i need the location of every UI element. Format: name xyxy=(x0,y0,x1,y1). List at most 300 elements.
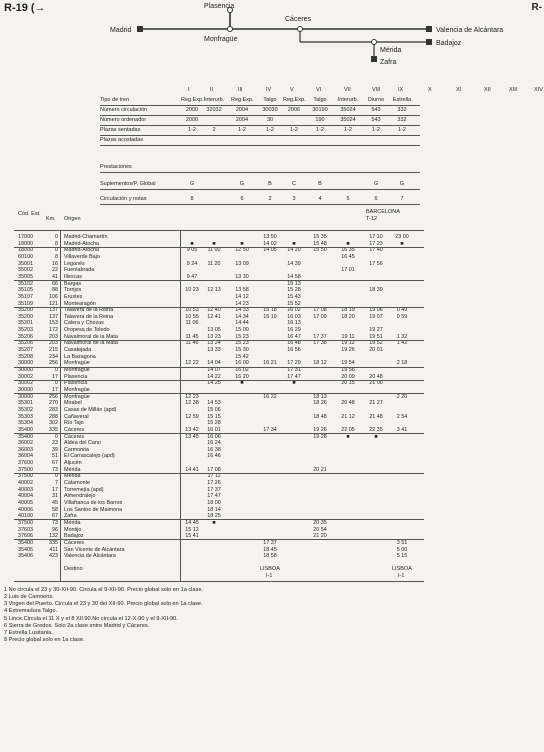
station-code: 35001 xyxy=(18,260,33,267)
meta-cell: 5 xyxy=(346,196,350,202)
station-code: 40005 xyxy=(18,500,33,506)
column-header: IX xyxy=(398,87,404,93)
time-cell: 14 04 xyxy=(207,360,221,367)
station-name: Navalmoral de la Mata xyxy=(64,333,118,340)
time-cell: 16 45 xyxy=(341,253,355,260)
time-cell: 13 33 xyxy=(207,347,221,354)
km-value: 67 xyxy=(52,513,58,520)
km-value: 7 xyxy=(55,480,58,487)
time-cell: 12 38 xyxy=(185,400,199,407)
meta-cell: 543 xyxy=(371,117,381,123)
column-header: VI xyxy=(316,87,322,93)
meta-cell: 6 xyxy=(374,196,378,202)
table-row xyxy=(0,500,544,507)
time-cell: 14 12 xyxy=(235,293,249,300)
station-code: 35400 xyxy=(18,433,33,440)
footnote: 8 Precio global solo en 1a clase. xyxy=(4,637,85,644)
destination-sub: I-1 xyxy=(266,572,273,579)
time-cell: 12 13 xyxy=(207,287,221,294)
km-value: 203 xyxy=(49,340,58,347)
time-cell: 19 27 xyxy=(369,327,383,334)
km-value: 0 xyxy=(55,380,58,387)
station-code: 17000 xyxy=(18,234,33,240)
station-name: San Vicente de Alcántara xyxy=(64,546,125,553)
time-cell: 11 00 xyxy=(207,247,221,254)
time-cell: ■ xyxy=(240,240,244,247)
time-cell: 15 28 xyxy=(207,420,221,427)
meta-label: Suplementos/P. Global xyxy=(100,181,156,187)
table-row xyxy=(0,340,544,347)
time-cell: 2 20 xyxy=(396,393,408,400)
station-name: Erustes xyxy=(64,293,83,300)
meta-cell: Interurb. xyxy=(337,97,359,103)
meta-label: Circulación y notas xyxy=(100,196,147,202)
time-cell: 17 40 xyxy=(369,247,383,254)
column-header: VIII xyxy=(372,87,381,93)
time-cell: 17 08 xyxy=(207,466,221,473)
km-value: 39 xyxy=(52,446,58,453)
time-cell: 16 29 xyxy=(287,327,301,334)
station-name: Fuenlabrada xyxy=(64,267,95,274)
column-header: XI xyxy=(456,87,462,93)
time-cell: ■ xyxy=(346,433,350,440)
meta-label: Prestaciones xyxy=(100,164,132,170)
meta-cell: 2004 xyxy=(235,107,249,113)
station-name: Illescas xyxy=(64,273,82,280)
station-code: 35207 xyxy=(18,347,33,354)
table-row xyxy=(0,547,544,554)
km-value: 0 xyxy=(55,234,58,240)
time-cell: 13 23 xyxy=(207,333,221,340)
km-value: 137 xyxy=(49,307,58,314)
meta-label: Plazas acostadas xyxy=(100,137,144,143)
time-cell: 18 00 xyxy=(207,500,221,506)
station-code: 40004 xyxy=(18,493,33,500)
time-cell: 18 14 xyxy=(207,506,221,513)
time-cell: 13 58 xyxy=(235,287,249,294)
km-value: 96 xyxy=(52,526,58,533)
time-cell: 16 20 xyxy=(235,373,249,380)
time-cell: 16 02 xyxy=(287,307,301,314)
time-cell: 17 29 xyxy=(287,360,301,367)
station-code: 35107 xyxy=(18,293,33,300)
meta-cell: 4 xyxy=(318,196,322,202)
time-cell: 15 28 xyxy=(287,287,301,294)
time-cell: 12 23 xyxy=(185,393,199,400)
station-code: 18000 xyxy=(18,240,33,247)
time-cell: 12 22 xyxy=(185,360,199,367)
table-row xyxy=(0,434,544,441)
time-cell: 15 12 xyxy=(185,526,199,533)
table-row xyxy=(0,460,544,467)
table-row xyxy=(0,473,544,480)
time-cell: 16 35 xyxy=(341,247,355,254)
station-name: Mirabel xyxy=(64,400,82,407)
time-cell: 18 39 xyxy=(369,287,383,294)
time-cell: 11 46 xyxy=(185,340,199,347)
km-value: 16 xyxy=(52,260,58,267)
meta-cell: Interurb. xyxy=(203,97,225,103)
footnote: 2 Luis de Camoens. xyxy=(4,594,54,601)
next-page-title: R- xyxy=(531,2,542,13)
km-value: 73 xyxy=(52,519,58,526)
station-name: Talavera de la Reina xyxy=(64,313,114,320)
km-value: 17 xyxy=(52,386,58,393)
station-code: 35201 xyxy=(18,320,33,327)
table-row xyxy=(0,307,544,314)
time-cell: 17 10 xyxy=(369,234,383,240)
km-value: 234 xyxy=(49,353,58,360)
time-cell: 11 20 xyxy=(207,260,221,267)
time-cell: 12 40 xyxy=(207,307,221,314)
meta-cell: 332 xyxy=(397,117,407,123)
table-row xyxy=(0,327,544,334)
time-cell: 16 01 xyxy=(207,426,221,433)
km-value: 215 xyxy=(49,347,58,354)
time-cell: 19 26 xyxy=(313,426,327,433)
route-station: Zafra xyxy=(380,59,397,66)
station-code: 35303 xyxy=(18,413,33,420)
meta-cell: Reg.Exp. xyxy=(181,97,204,103)
time-cell: 14 23 xyxy=(235,300,249,307)
km-value: 121 xyxy=(49,300,58,307)
station-name: Madrid-Atocha xyxy=(64,240,100,247)
time-cell: 18 48 xyxy=(313,413,327,420)
table-row xyxy=(0,254,544,261)
meta-cell: B xyxy=(268,181,272,187)
time-cell: 15 13 xyxy=(287,280,301,287)
km-value: 411 xyxy=(49,546,58,553)
station-code: 30002 xyxy=(18,380,33,387)
time-cell: 18 12 xyxy=(313,360,327,367)
time-cell: 20 48 xyxy=(341,400,355,407)
time-cell: 13 24 xyxy=(207,340,221,347)
time-cell: 13 42 xyxy=(185,426,199,433)
station-code: 60100 xyxy=(18,253,33,260)
km-value: 22 xyxy=(52,267,58,274)
station-code: 30000 xyxy=(18,360,33,367)
station-name: Mérida xyxy=(64,473,81,480)
station-name: Río Tajo xyxy=(64,420,84,427)
station-name: Monfragüe xyxy=(64,360,90,367)
km-value: 288 xyxy=(49,413,58,420)
station-name: Casas de Millán (apd) xyxy=(64,406,117,413)
time-cell: 16 21 xyxy=(263,360,277,367)
meta-cell: 1-2 xyxy=(344,127,352,133)
station-name: Plasencia xyxy=(64,380,88,387)
table-row xyxy=(0,234,544,241)
meta-cell: 1-2 xyxy=(316,127,324,133)
table-row xyxy=(0,281,544,288)
km-value: 270 xyxy=(49,400,58,407)
station-code: 35302 xyxy=(18,406,33,413)
station-code: 35301 xyxy=(18,400,33,407)
time-cell: 17 23 xyxy=(369,240,383,247)
meta-cell: 1-2 xyxy=(238,127,246,133)
km-value: 8 xyxy=(55,240,58,247)
table-row xyxy=(0,520,544,527)
madrid-node xyxy=(137,26,143,32)
route-station: Badajoz xyxy=(436,40,462,47)
station-code: 40002 xyxy=(18,480,33,487)
time-cell: 15 35 xyxy=(313,234,327,240)
station-code: 35005 xyxy=(18,273,33,280)
station-name: Montijo xyxy=(64,526,82,533)
table-row xyxy=(0,400,544,407)
meta-cell: 1-2 xyxy=(372,127,380,133)
meta-cell: B xyxy=(318,181,322,187)
col-label-code: Cód. Est. xyxy=(18,211,41,217)
meta-cell: G xyxy=(189,181,195,187)
time-cell: 9 47 xyxy=(186,273,198,280)
km-value: 302 xyxy=(49,420,58,427)
time-cell: 16 06 xyxy=(207,433,221,440)
km-value: 58 xyxy=(52,506,58,513)
km-value: 66 xyxy=(52,280,58,287)
route-station: Monfragüe xyxy=(204,36,238,43)
col-label-origin: Origen xyxy=(64,216,81,222)
column-header: V xyxy=(290,87,294,93)
km-value: 423 xyxy=(49,553,58,560)
meta-cell: Reg.Exp. xyxy=(231,97,254,103)
meta-label: Tipo de tren xyxy=(100,97,130,103)
meta-cell: 1-2 xyxy=(266,127,274,133)
station-code: 40003 xyxy=(18,486,33,493)
station-name: Talavera de la Reina xyxy=(64,307,114,314)
time-cell: ■ xyxy=(400,240,404,247)
time-cell: 13 09 xyxy=(235,260,249,267)
table-row xyxy=(0,347,544,354)
column-header: XIII xyxy=(509,87,518,93)
km-value: 41 xyxy=(52,273,58,280)
meta-cell: 332 xyxy=(397,107,407,113)
station-name: Madrid-Chamartín xyxy=(64,234,108,240)
station-name: Calera y Chozas xyxy=(64,320,104,327)
station-code: 35109 xyxy=(18,300,33,307)
meta-cell: 1-2 xyxy=(398,127,406,133)
time-cell: 16 38 xyxy=(207,446,221,453)
station-code: 35406 xyxy=(18,553,33,560)
time-cell: 19 28 xyxy=(313,433,327,440)
time-cell: 15 42 xyxy=(235,353,249,360)
station-name: Aljucén xyxy=(64,460,82,467)
table-row xyxy=(0,394,544,401)
time-cell: 1 42 xyxy=(396,340,408,347)
table-row xyxy=(0,267,544,274)
meta-label: Plazas sentadas xyxy=(100,127,141,133)
time-cell: 3 51 xyxy=(396,539,408,546)
destination-iv: LISBOA xyxy=(260,565,280,572)
time-cell: 19 51 xyxy=(369,333,383,340)
time-cell: 17 26 xyxy=(207,480,221,487)
time-cell: 19 52 xyxy=(369,340,383,347)
station-code: 35200 xyxy=(18,313,33,320)
time-cell: 21 20 xyxy=(313,533,327,540)
time-cell: 12 59 xyxy=(185,413,199,420)
time-cell: 16 24 xyxy=(207,440,221,447)
time-cell: 23 00 xyxy=(395,234,409,240)
km-value: 45 xyxy=(52,500,58,506)
table-row xyxy=(0,420,544,427)
km-value: 283 xyxy=(49,406,58,413)
time-cell: 14 44 xyxy=(235,320,249,327)
time-cell: 16 46 xyxy=(207,453,221,460)
station-code: 37603 xyxy=(18,526,33,533)
route-diagram xyxy=(0,0,544,85)
time-cell: 10 53 xyxy=(185,307,199,314)
time-cell: 21 27 xyxy=(369,400,383,407)
km-value: 0 xyxy=(55,367,58,373)
time-cell: 14 33 xyxy=(235,307,249,314)
time-cell: ■ xyxy=(212,240,216,247)
time-cell: 16 03 xyxy=(287,313,301,320)
station-name: Torremejía (apd) xyxy=(64,486,104,493)
meta-cell: 190 xyxy=(315,117,325,123)
time-cell: 18 20 xyxy=(341,313,355,320)
meta-cell: 30030 xyxy=(262,107,278,113)
station-name: Zafra xyxy=(64,513,77,520)
km-value: 88 xyxy=(52,287,58,294)
time-cell: 13 50 xyxy=(263,234,277,240)
route-station: Valencia de Alcántara xyxy=(436,27,504,34)
table-row xyxy=(0,367,544,374)
time-cell: 19 12 xyxy=(341,340,355,347)
station-code: 35206 xyxy=(18,333,33,340)
time-cell: 20 01 xyxy=(369,347,383,354)
meta-cell: 2006 xyxy=(287,107,301,113)
meta-cell: 1-2 xyxy=(188,127,196,133)
time-cell: 17 31 xyxy=(287,367,301,373)
meta-cell: 30190 xyxy=(312,107,328,113)
station-code: 30000 xyxy=(18,386,33,393)
meta-cell: Talgo xyxy=(263,97,277,103)
time-cell: 14 45 xyxy=(185,519,199,526)
col-label-barcelona: BARCELONA xyxy=(366,209,400,215)
km-value: 73 xyxy=(52,466,58,473)
meta-cell: 8 xyxy=(190,196,194,202)
route-station: Cáceres xyxy=(285,16,312,23)
time-cell: 20 15 xyxy=(341,380,355,387)
time-cell: 5 15 xyxy=(396,553,408,560)
km-value: 132 xyxy=(49,533,58,540)
time-cell: 15 43 xyxy=(287,293,301,300)
km-value: 256 xyxy=(49,393,58,400)
time-cell: 16 22 xyxy=(263,393,277,400)
station-name: Calamonte xyxy=(64,480,91,487)
time-cell: 14 22 xyxy=(207,373,221,380)
station-name: Bargas xyxy=(64,280,82,287)
destination-sub: I-1 xyxy=(398,572,405,579)
station-code: 36002 xyxy=(18,440,33,447)
time-cell: ■ xyxy=(292,380,296,387)
time-cell: 19 54 xyxy=(341,360,355,367)
table-row xyxy=(0,380,544,387)
column-header: X xyxy=(428,87,432,93)
km-value: 106 xyxy=(49,293,58,300)
km-value: 335 xyxy=(49,539,58,546)
table-row xyxy=(0,414,544,421)
km-value: 0 xyxy=(55,473,58,480)
footnote: 5 Lince.Circula el 11 X y el 8 XII.90.No circula el 12-X-90 y el 9-XII-90. xyxy=(4,615,178,622)
time-cell: 17 38 xyxy=(313,340,327,347)
table-row xyxy=(0,440,544,447)
meta-cell: 2 xyxy=(212,127,216,133)
station-name: El Carrascalejo (apd) xyxy=(64,453,115,460)
time-cell: 15 18 xyxy=(263,307,277,314)
table-row xyxy=(0,527,544,534)
station-code: 40006 xyxy=(18,506,33,513)
station-code: 37606 xyxy=(18,533,33,540)
time-cell: 15 15 xyxy=(207,413,221,420)
time-cell: 22 05 xyxy=(341,426,355,433)
column-header: VII xyxy=(344,87,351,93)
meta-cell: 1-2 xyxy=(290,127,298,133)
station-name: Villafranca de los Barros xyxy=(64,500,123,506)
table-row xyxy=(0,294,544,301)
station-code: 37500 xyxy=(18,473,33,480)
time-cell: 11 06 xyxy=(185,320,199,327)
km-value: 256 xyxy=(49,360,58,367)
time-cell: 16 02 xyxy=(235,367,249,373)
time-cell: 9 24 xyxy=(186,260,198,267)
time-cell: 21 00 xyxy=(369,380,383,387)
time-cell: 15 30 xyxy=(235,347,249,354)
time-cell: 15 06 xyxy=(207,406,221,413)
time-cell: 11 45 xyxy=(185,333,199,340)
time-cell: 17 37 xyxy=(313,333,327,340)
time-cell: 20 48 xyxy=(369,373,383,380)
table-row xyxy=(0,287,544,294)
station-code: 35400 xyxy=(18,426,33,433)
route-station: Mérida xyxy=(380,47,402,54)
station-code: 36004 xyxy=(18,453,33,460)
time-cell: 20 09 xyxy=(341,373,355,380)
km-value: 153 xyxy=(49,320,58,327)
km-value: 17 xyxy=(52,486,58,493)
time-cell: ■ xyxy=(190,240,194,247)
station-name: Monfragüe xyxy=(64,367,90,373)
meta-cell: 6 xyxy=(240,196,244,202)
time-cell: 21 12 xyxy=(341,413,355,420)
time-cell: 15 00 xyxy=(235,327,249,334)
table-row xyxy=(0,480,544,487)
station-name: Torrijos xyxy=(64,287,82,294)
table-row xyxy=(0,247,544,254)
table-row xyxy=(0,487,544,494)
station-code: 35400 xyxy=(18,539,33,546)
time-cell: 13 45 xyxy=(185,433,199,440)
time-cell: 16 56 xyxy=(287,347,301,354)
time-cell: 18 13 xyxy=(313,393,327,400)
meta-cell: 2004 xyxy=(235,117,249,123)
station-code: 40100 xyxy=(18,513,33,520)
km-value: 0 xyxy=(55,247,58,254)
station-code: 35208 xyxy=(18,353,33,360)
time-cell: 1 32 xyxy=(396,333,408,340)
meta-cell: G xyxy=(399,181,405,187)
station-code: 35002 xyxy=(18,267,33,274)
time-cell: 17 47 xyxy=(287,373,301,380)
meta-cell: 2000 xyxy=(185,107,199,113)
time-cell: 17 01 xyxy=(341,267,355,274)
column-header: XII xyxy=(484,87,491,93)
col-label-km: Km. xyxy=(46,216,56,222)
station-code: 37500 xyxy=(18,519,33,526)
time-cell: 15 19 xyxy=(263,313,277,320)
station-name: Villaverde Bajo xyxy=(64,253,100,260)
time-cell: 0 49 xyxy=(396,307,408,314)
table-row xyxy=(0,507,544,514)
